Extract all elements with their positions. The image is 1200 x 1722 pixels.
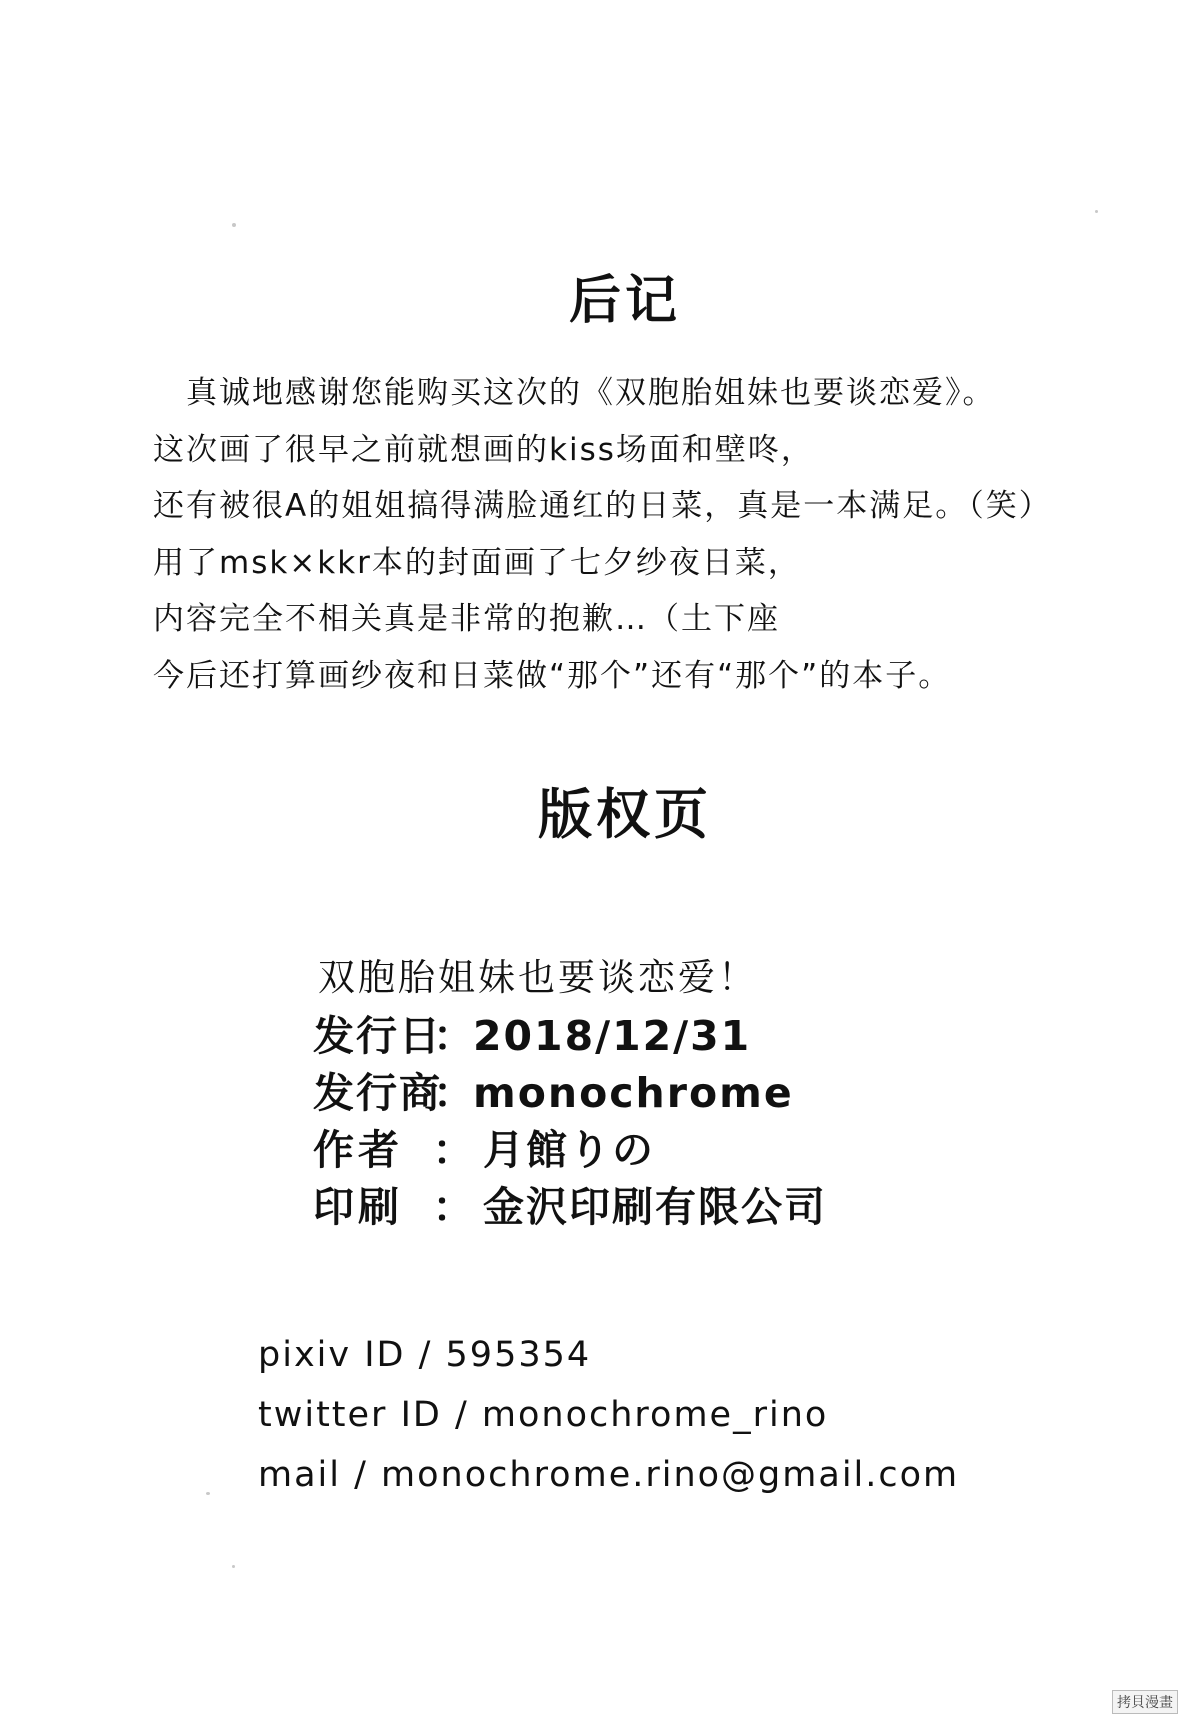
colophon-value: 月館りの (483, 1126, 655, 1174)
colophon-key: 发行商 (313, 1069, 442, 1117)
pixiv-id: pixiv ID / 595354 (258, 1335, 592, 1375)
afterword-line: 还有被很A的姐姐搞得满脸通红的日菜，真是一本满足。（笑） (153, 488, 1052, 524)
scan-speck (1095, 210, 1098, 213)
colophon-separator: ： (433, 1012, 474, 1060)
colophon-row-author (313, 1122, 1093, 1179)
scan-speck (232, 1565, 235, 1568)
colophon-row-publisher (313, 1065, 1093, 1122)
colophon-value: 金沢印刷有限公司 (483, 1183, 827, 1231)
afterword-line: 今后还打算画纱夜和日菜做“那个”还有“那个”的本子。 (153, 657, 952, 694)
colophon-value: 2018/12/31 (473, 1012, 752, 1060)
colophon-separator: ： (432, 1183, 474, 1231)
book-title: 双胞胎姐妹也要谈恋爱！ (318, 956, 758, 999)
colophon-row-printer (313, 1179, 1093, 1236)
afterword-title: 后记 (568, 271, 681, 331)
afterword-line: 真诚地感谢您能购买这次的《双胞胎姐妹也要谈恋爱》。 (153, 375, 996, 411)
scan-speck (206, 1492, 210, 1495)
colophon-separator: ： (432, 1126, 474, 1174)
email-address: mail / monochrome.rino@gmail.com (258, 1455, 960, 1495)
colophon-key: 印刷 (313, 1183, 403, 1231)
colophon-key: 作者 (313, 1126, 403, 1174)
colophon-row-release-date (313, 1008, 1093, 1065)
afterword-line: 这次画了很早之前就想画的kiss场面和壁咚， (153, 431, 814, 468)
twitter-id: twitter ID / monochrome_rino (258, 1395, 829, 1435)
colophon (313, 948, 1093, 1236)
afterword-body (153, 365, 1153, 704)
copyright-page-title: 版权页 (538, 783, 712, 846)
scan-speck (232, 223, 236, 227)
contact-info (258, 1325, 1158, 1505)
colophon-separator: ： (433, 1069, 474, 1117)
colophon-value: monochrome (473, 1069, 794, 1117)
afterword-line: 内容完全不相关真是非常的抱歉…（土下座 (153, 601, 780, 637)
watermark: 拷貝漫畫 (1112, 1690, 1178, 1714)
colophon-key: 发行日 (313, 1012, 442, 1060)
afterword-line: 用了msk×kkr本的封面画了七夕纱夜日菜， (153, 544, 801, 581)
